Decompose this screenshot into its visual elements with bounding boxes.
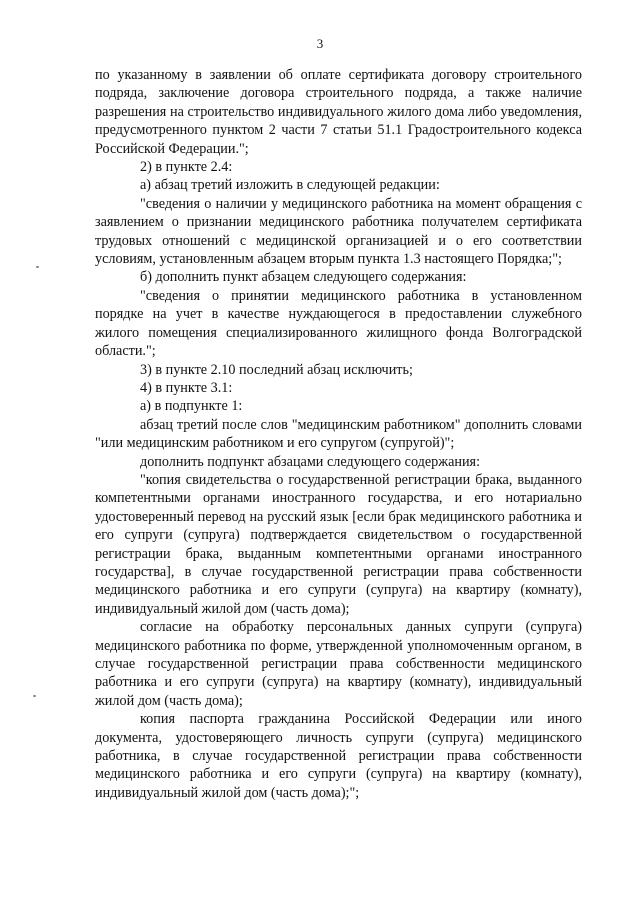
paragraph-continuation: по указанному в заявлении об оплате сертификата договору строительного подряда, заключение договора строительного подряда, а также наличие разрешения на строительство индивидуального жилого дома либо уведомления, предусмотренного пунктом 2 части 7 статьи 51.1 Градостроительного кодекса Российской Федерации."; xyxy=(95,67,582,157)
paragraph-quoted-text: согласие на обработку персональных данных супруги (супруга) медицинского работника по форме, утвержденной уполномоченным органом, в случае государственной регистрации права собственности медицинского работника и его супруги (супруга) на квартиру (комнату), индивидуальный жилой дом (часть дома); xyxy=(95,619,582,709)
document-body xyxy=(95,66,582,802)
scan-speck xyxy=(33,695,36,697)
paragraph-quoted-text: "копия свидетельства о государственной регистрации брака, выданного компетентными органами иностранного государства, и его нотариально удостоверенный перевод на русский язык [если брак медицинского работника и его супруги (супруга) подтверждается свидетельством о государственной регистрации брака, выданным компетентными органами иностранного государства], в случае государственной регистрации права собственности медицинского работника и его супруги (супруга) на квартиру (комнату), индивидуальный жилой дом (часть дома); xyxy=(95,471,582,617)
paragraph-quoted-text: копия паспорта гражданина Российской Федерации или иного документа, удостоверяющего личность супруги (супруга) медицинского работника, в случае государственной регистрации права собственности медицинского работника и его супруги (супруга) на квартиру (комнату), индивидуальный жилой дом (часть дома);"; xyxy=(95,711,582,801)
paragraph-item-3: 3) в пункте 2.10 последний абзац исключить; xyxy=(140,361,413,378)
paragraph-subitem-b: б) дополнить пункт абзацем следующего содержания: xyxy=(140,269,467,286)
paragraph-subitem-a: а) в подпункте 1: xyxy=(140,398,243,415)
paragraph-subitem-a: а) абзац третий изложить в следующей редакции: xyxy=(140,177,440,194)
paragraph-quoted-text: "сведения о принятии медицинского работника в установленном порядке на учет в качестве нуждающегося в предоставлении служебного жилого помещения специализированного жилищного фонда Волгоградской области."; xyxy=(95,287,582,360)
paragraph-item-2: 2) в пункте 2.4: xyxy=(140,159,233,176)
paragraph-amendment: дополнить подпункт абзацами следующего содержания: xyxy=(140,453,481,470)
paragraph-quoted-text: "сведения о наличии у медицинского работника на момент обращения с заявлением о признании медицинского работника получателем сертификата трудовых отношений с медицинской организацией и о его соответствии условиям, установленным абзацем вторым пункта 1.3 настоящего Порядка;"; xyxy=(95,195,582,268)
page-number: 3 xyxy=(316,36,324,51)
scan-speck xyxy=(36,266,39,268)
paragraph-amendment: абзац третий после слов "медицинским работником" дополнить словами "или медицинским работником и его супругом (супругой)"; xyxy=(95,416,582,452)
paragraph-item-4: 4) в пункте 3.1: xyxy=(140,379,233,396)
